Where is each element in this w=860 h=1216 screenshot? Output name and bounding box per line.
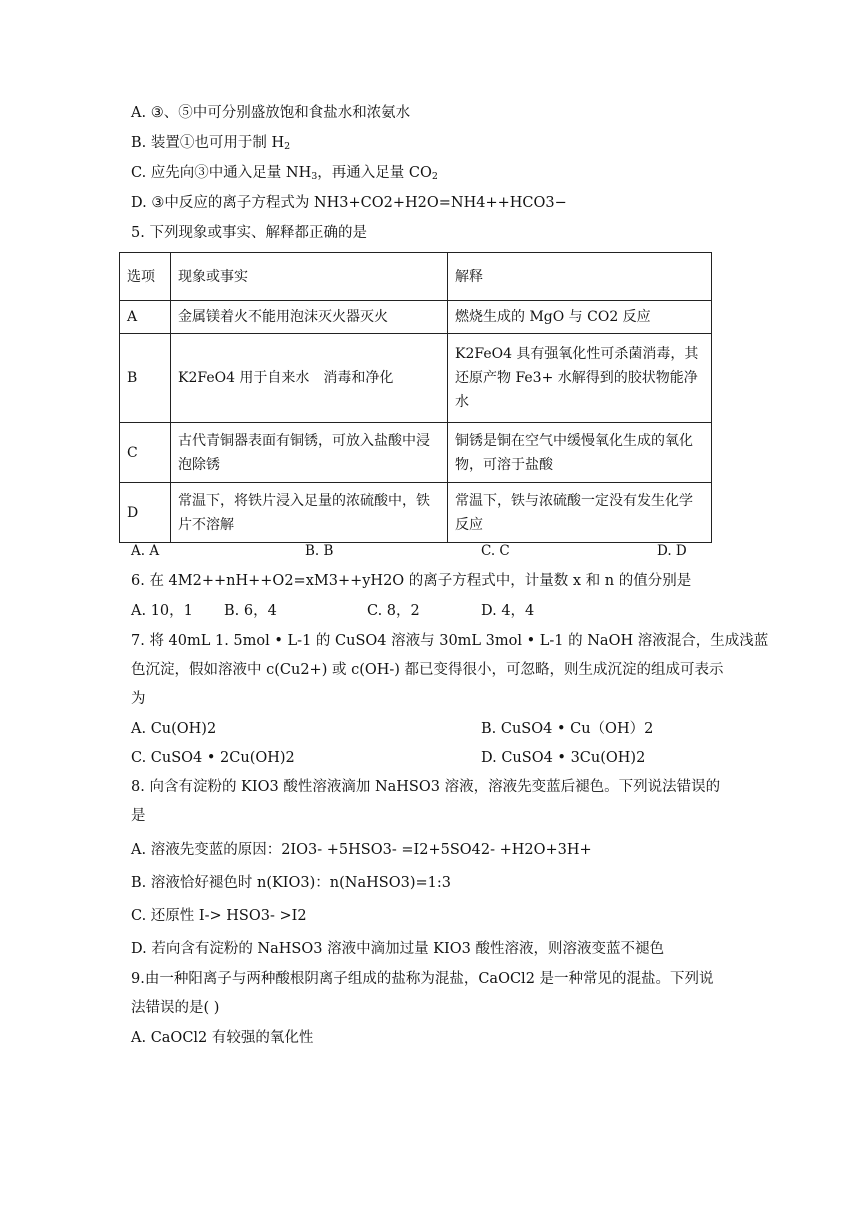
q8-option-b: B. 溶液恰好褪色时 n(KIO3)：n(NaHSO3)=1:3 — [131, 875, 451, 891]
table-cell-option: D — [120, 483, 171, 543]
table-row — [120, 423, 712, 483]
q4-option-d: D. ③中反应的离子方程式为 NH3+CO2+H2O=NH4++HCO3− — [131, 195, 567, 211]
table-cell-reason: 铜锈是铜在空气中缓慢氧化生成的氧化物，可溶于盐酸 — [448, 423, 712, 483]
table-cell-option: B — [120, 334, 171, 423]
table-row — [120, 483, 712, 543]
q4-option-a: A. ③、⑤中可分别盛放饱和食盐水和浓氨水 — [131, 105, 411, 121]
table-cell-option: A — [120, 301, 171, 334]
table-row — [120, 301, 712, 334]
q7-option-c: C. CuSO4 • 2Cu(OH)2 — [131, 750, 295, 766]
q5-option-b: B. B — [305, 543, 334, 559]
q5-stem: 5. 下列现象或事实、解释都正确的是 — [131, 225, 367, 241]
q7-stem-line1: 7. 将 40mL 1. 5mol • L-1 的 CuSO4 溶液与 30mL 3mol • L-1 的 NaOH 溶液混合，生成浅蓝 — [131, 633, 769, 649]
table-header-cell: 解释 — [448, 253, 712, 301]
q5-table — [119, 252, 712, 543]
table-cell-fact: 金属镁着火不能用泡沫灭火器灭火 — [171, 301, 448, 334]
q9-stem-line2: 法错误的是( ) — [131, 1000, 220, 1016]
table-cell-reason: 燃烧生成的 MgO 与 CO2 反应 — [448, 301, 712, 334]
q5-option-c: C. C — [481, 543, 510, 559]
q8-stem-line2: 是 — [131, 808, 146, 824]
q7-stem-line2: 色沉淀，假如溶液中 c(Cu2+) 或 c(OH-) 都已变得很小，可忽略，则生成沉淀的组成可表示 — [131, 662, 724, 678]
table-header-row — [120, 253, 712, 301]
q6-stem: 6. 在 4M2++nH++O2=xM3++yH2O 的离子方程式中，计量数 x 和 n 的值分别是 — [131, 573, 692, 589]
table-cell-reason: K2FeO4 具有强氧化性可杀菌消毒，其还原产物 Fe3+ 水解得到的胶状物能净水 — [448, 334, 712, 423]
table-header-cell: 现象或事实 — [171, 253, 448, 301]
table-cell-reason: 常温下，铁与浓硫酸一定没有发生化学反应 — [448, 483, 712, 543]
table-row — [120, 334, 712, 423]
table-cell-fact: K2FeO4 用于自来水 消毒和净化 — [171, 334, 448, 423]
q7-option-d: D. CuSO4 • 3Cu(OH)2 — [481, 750, 646, 766]
q7-option-b: B. CuSO4 • Cu（OH）2 — [481, 721, 654, 737]
q8-option-a: A. 溶液先变蓝的原因：2IO3- +5HSO3- =I2+5SO42- +H2O+3H+ — [131, 842, 592, 858]
table-cell-fact: 常温下，将铁片浸入足量的浓硫酸中，铁片不溶解 — [171, 483, 448, 543]
q6-option-d: D. 4，4 — [481, 603, 535, 619]
q6-option-a: A. 10，1 — [131, 603, 193, 619]
q7-stem-line3: 为 — [131, 691, 146, 707]
table-header-cell: 选项 — [120, 253, 171, 301]
q5-option-a: A. A — [131, 543, 160, 559]
q9-option-a: A. CaOCl2 有较强的氧化性 — [131, 1030, 314, 1046]
q6-option-c: C. 8，2 — [367, 603, 420, 619]
q8-option-c: C. 还原性 I-> HSO3- >I2 — [131, 908, 307, 924]
q8-option-d: D. 若向含有淀粉的 NaHSO3 溶液中滴加过量 KIO3 酸性溶液，则溶液变蓝不褪色 — [131, 941, 664, 957]
q5-option-d: D. D — [657, 543, 687, 559]
q7-option-a: A. Cu(OH)2 — [131, 721, 217, 737]
q4-option-b: B. 装置①也可用于制 $H_2$ — [131, 135, 291, 152]
table-cell-fact: 古代青铜器表面有铜锈，可放入盐酸中浸泡除锈 — [171, 423, 448, 483]
q8-stem-line1: 8. 向含有淀粉的 KIO3 酸性溶液滴加 NaHSO3 溶液，溶液先变蓝后褪色。下列说法错误的 — [131, 779, 721, 795]
q6-option-b: B. 6，4 — [224, 603, 277, 619]
q9-stem-line1: 9.由一种阳离子与两种酸根阴离子组成的盐称为混盐，CaOCl2 是一种常见的混盐。下列说 — [131, 971, 714, 987]
q4-option-c: C. 应先向③中通入足量 $NH_3$，再通入足量 $CO_2$ — [131, 165, 438, 182]
table-cell-option: C — [120, 423, 171, 483]
